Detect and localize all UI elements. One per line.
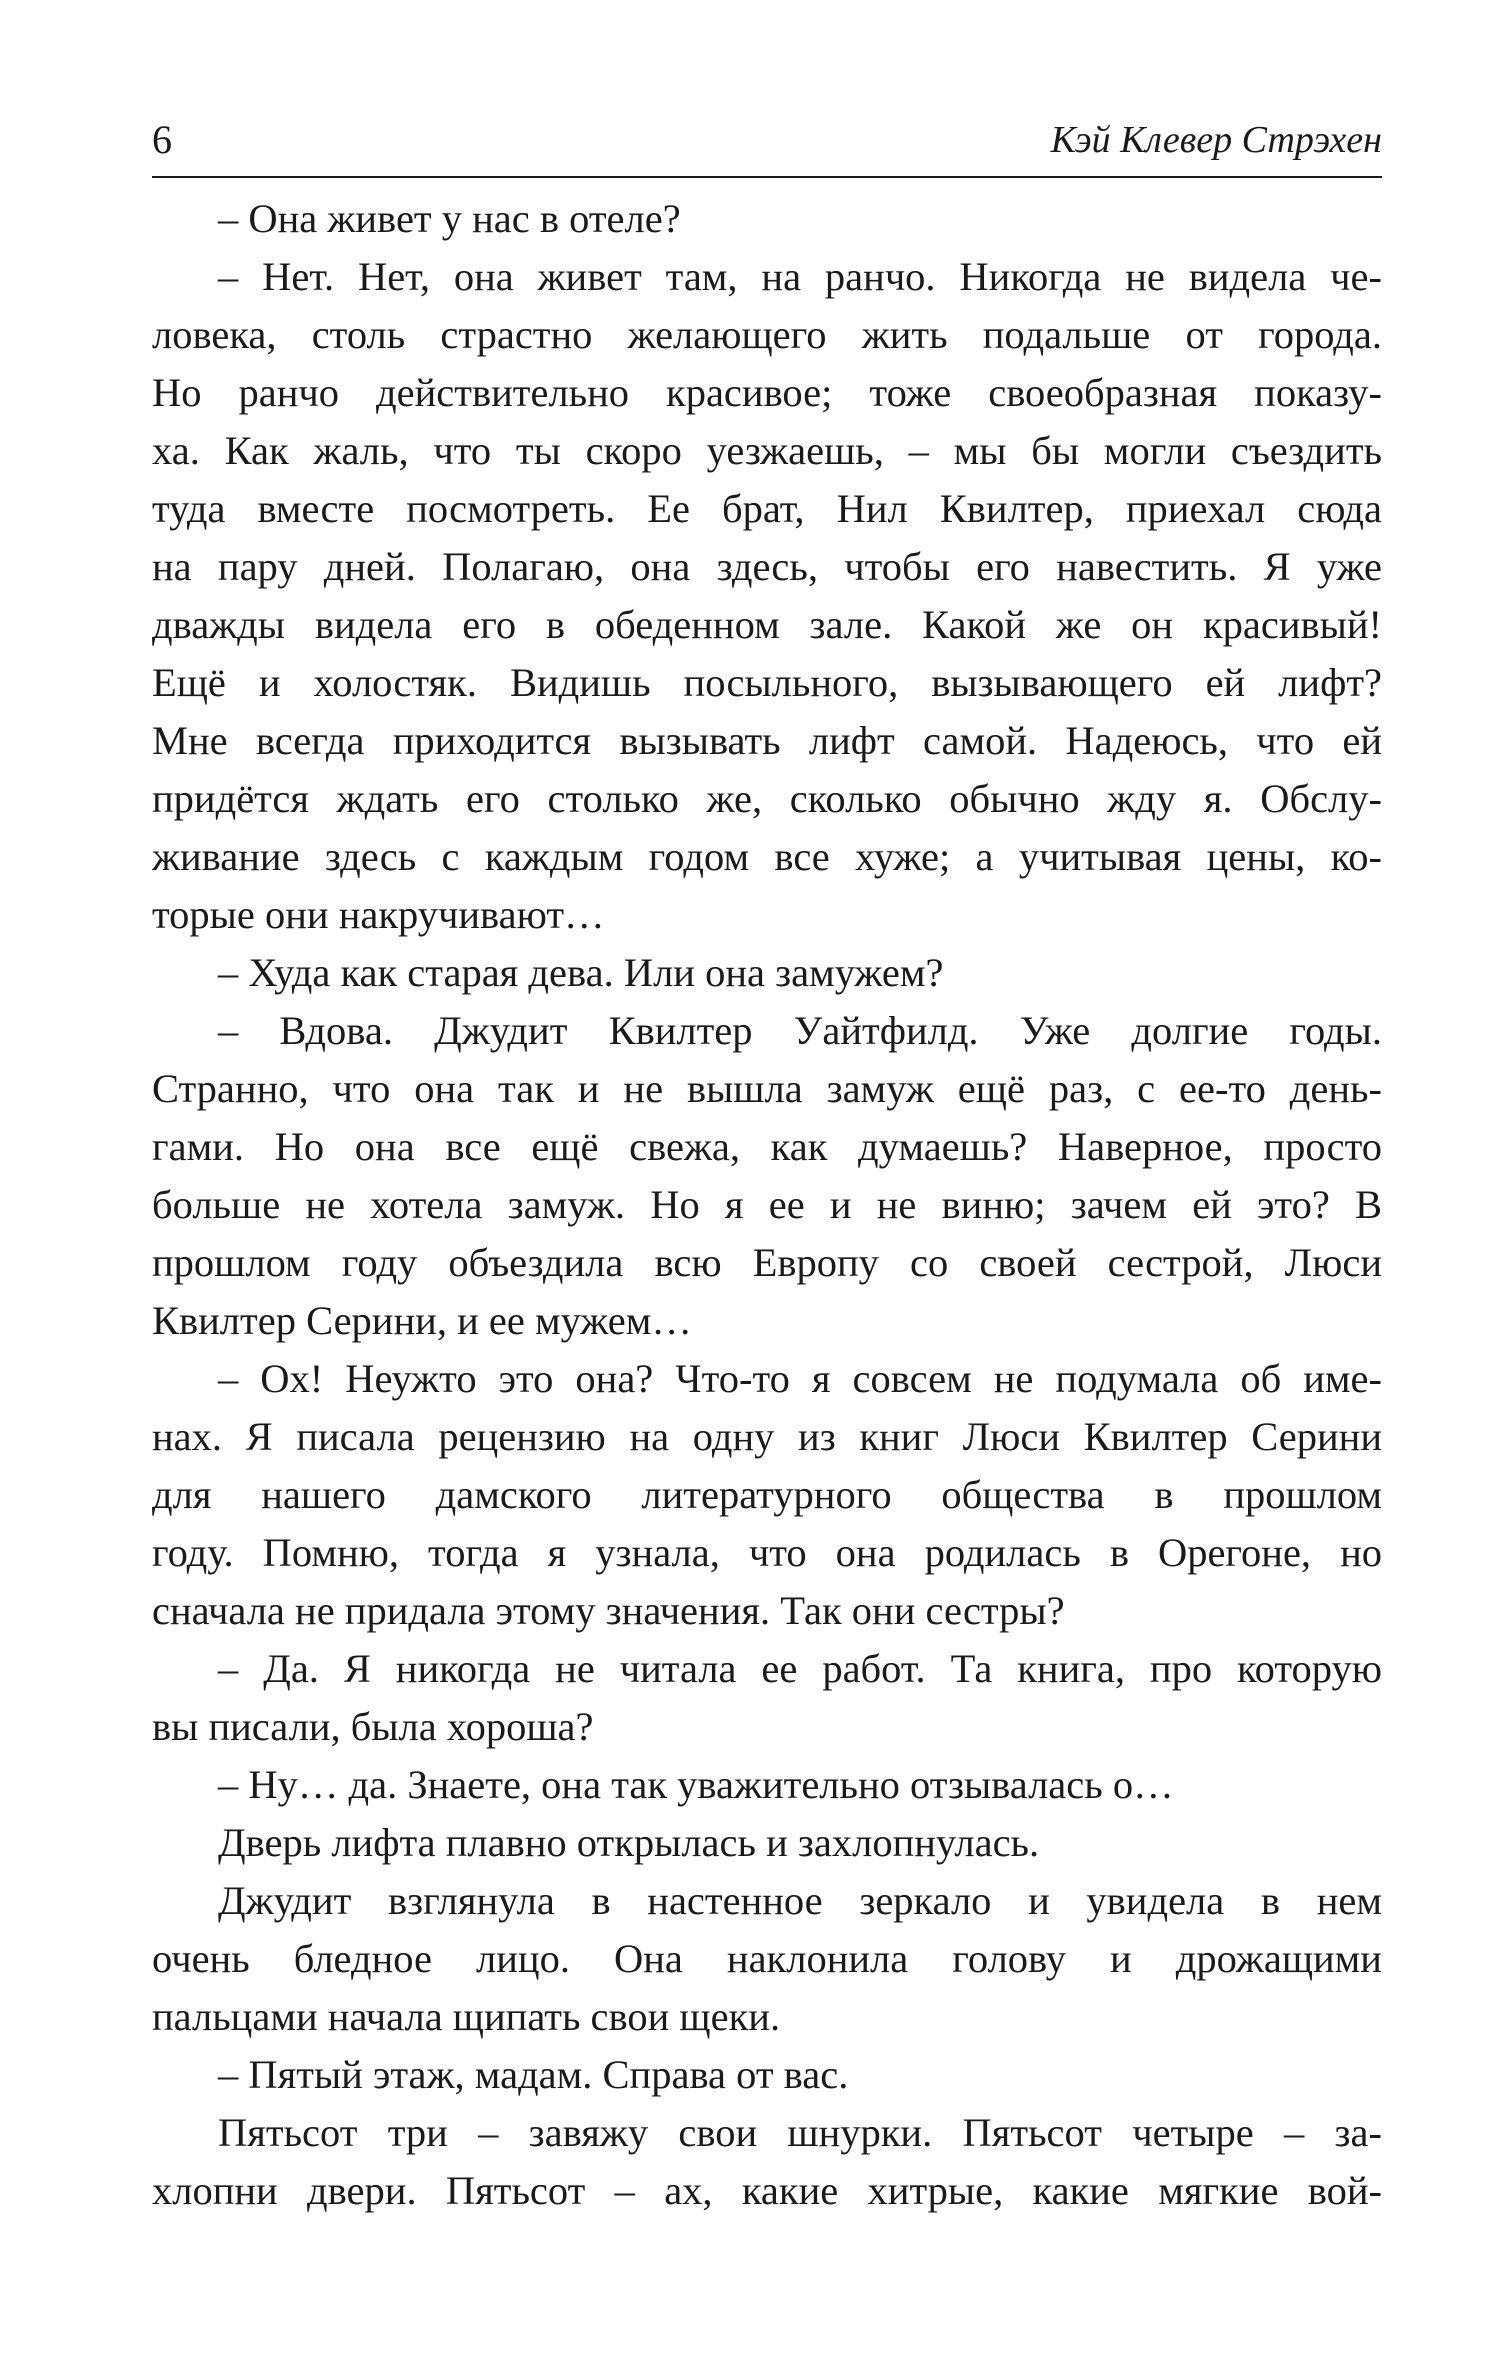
text-line: ха. Как жаль, что ты скоро уезжаешь, – мы бы могли съездить [152, 428, 1382, 473]
text-line: придётся ждать его столько же, сколько обычно жду я. Обслу- [152, 776, 1382, 821]
text-line: Странно, что она так и не вышла замуж ещё раз, с ее-то день- [152, 1066, 1382, 1111]
text-line: – Худа как старая дева. Или она замужем? [218, 950, 944, 995]
text-line: Но ранчо действительно красивое; тоже своеобразная показу- [152, 370, 1382, 415]
header-rule [152, 176, 1382, 178]
text-line: для нашего дамского литературного общества в прошлом [152, 1472, 1382, 1517]
text-line: Джудит взглянула в настенное зеркало и увидела в нем [218, 1878, 1382, 1923]
text-line: – Да. Я никогда не читала ее работ. Та книга, про которую [218, 1646, 1382, 1691]
text-line: – Пятый этаж, мадам. Справа от вас. [218, 2052, 849, 2097]
text-line: на пару дней. Полагаю, она здесь, чтобы его навестить. Я уже [152, 544, 1382, 589]
text-line: – Она живет у нас в отеле? [218, 196, 681, 241]
running-title: Кэй Клевер Стрэхен [1050, 119, 1382, 161]
text-line: гами. Но она все ещё свежа, как думаешь? Наверное, просто [152, 1124, 1382, 1169]
text-line: Мне всегда приходится вызывать лифт самой. Надеюсь, что ей [152, 718, 1382, 763]
body-text [152, 190, 1382, 2220]
text-line: больше не хотела замуж. Но я ее и не виню; зачем ей это? В [152, 1182, 1382, 1227]
text-line: пальцами начала щипать свои щеки. [152, 1994, 781, 2039]
text-line: Пятьсот три – завяжу свои шнурки. Пятьсот четыре – за- [218, 2110, 1382, 2155]
text-line: сначала не придала этому значения. Так они сестры? [152, 1588, 1065, 1633]
text-line: – Ну… да. Знаете, она так уважительно отзывалась о… [218, 1762, 1174, 1807]
text-line: туда вместе посмотреть. Ее брат, Нил Квилтер, приехал сюда [152, 486, 1382, 531]
text-line: очень бледное лицо. Она наклонила голову и дрожащими [152, 1936, 1382, 1981]
text-line: вы писали, была хороша? [152, 1704, 594, 1749]
text-line: Дверь лифта плавно открылась и захлопнулась. [218, 1820, 1040, 1865]
text-line: прошлом году объездила всю Европу со своей сестрой, Люси [152, 1240, 1382, 1285]
text-line: хлопни двери. Пятьсот – ах, какие хитрые, какие мягкие вой- [152, 2168, 1382, 2213]
text-line: – Нет. Нет, она живет там, на ранчо. Никогда не видела че- [218, 254, 1382, 299]
text-line: – Ох! Неужто это она? Что-то я совсем не подумала об име- [218, 1356, 1382, 1401]
text-line: дважды видела его в обеденном зале. Какой же он красивый! [152, 602, 1382, 647]
page-number: 6 [152, 117, 172, 162]
text-line: нах. Я писала рецензию на одну из книг Люси Квилтер Серини [152, 1414, 1382, 1459]
running-head [152, 112, 1382, 168]
text-line: ловека, столь страстно желающего жить подальше от города. [152, 312, 1382, 357]
text-line: – Вдова. Джудит Квилтер Уайтфилд. Уже долгие годы. [218, 1008, 1382, 1053]
text-line: торые они накручивают… [152, 892, 605, 937]
text-line: Квилтер Серини, и ее мужем… [152, 1298, 692, 1343]
text-line: Ещё и холостяк. Видишь посыльного, вызывающего ей лифт? [152, 660, 1382, 705]
text-line: живание здесь с каждым годом все хуже; а учитывая цены, ко- [152, 834, 1382, 879]
text-line: году. Помню, тогда я узнала, что она родилась в Орегоне, но [152, 1530, 1382, 1575]
